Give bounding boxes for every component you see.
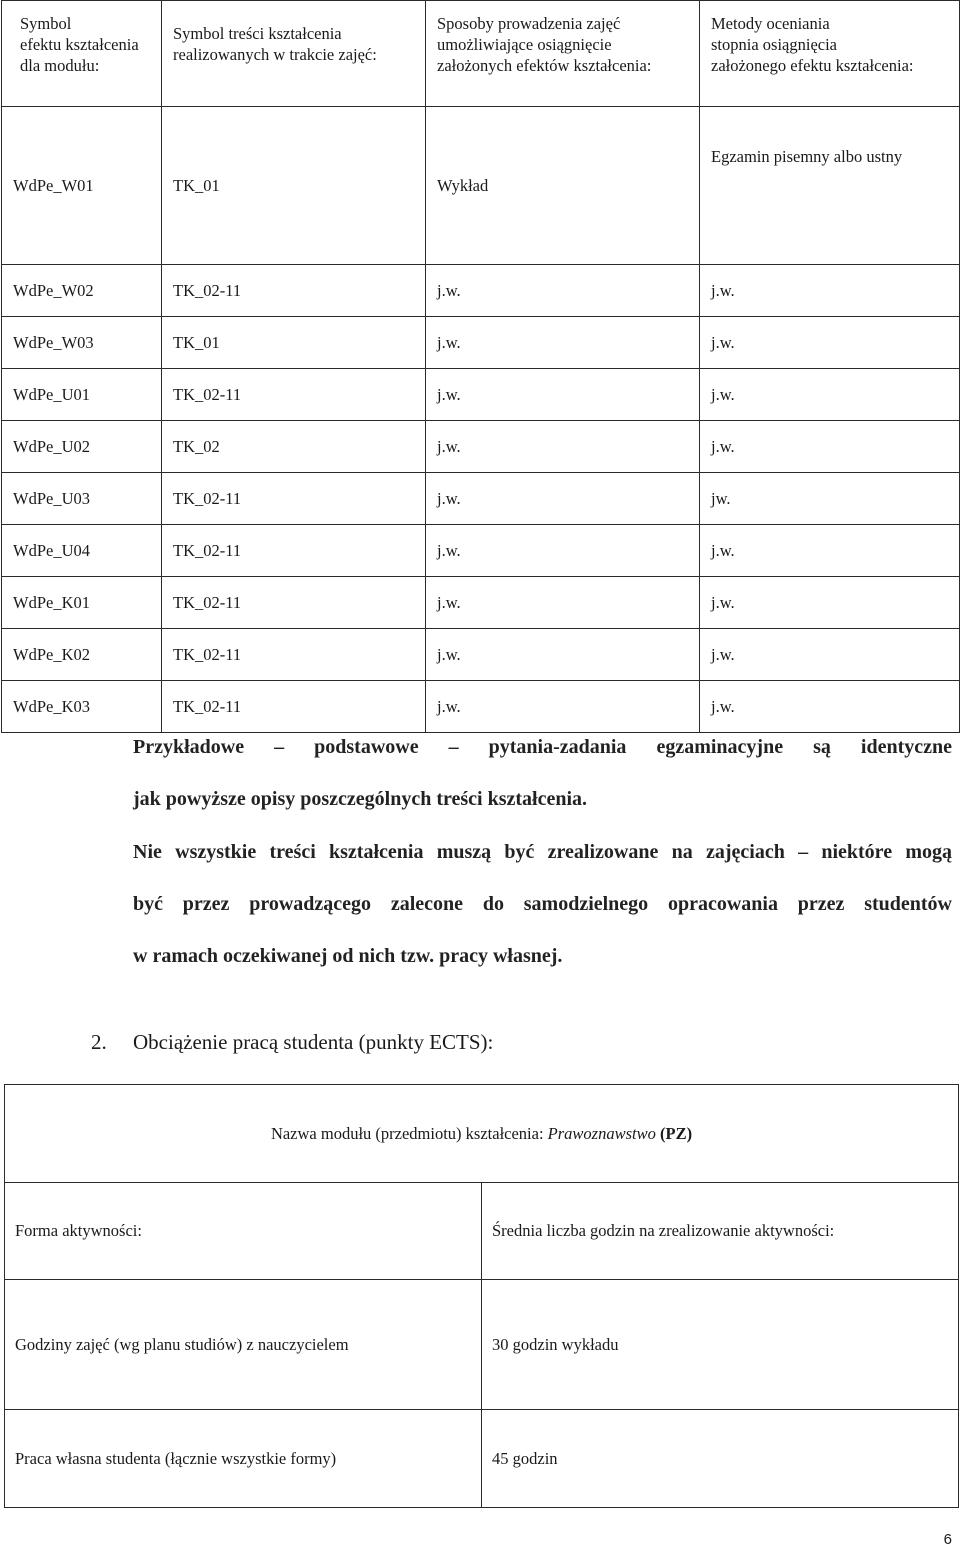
table-cell: WdPe_W02 <box>2 265 162 317</box>
note-line: Nie wszystkie treści kształcenia muszą być zrealizowane na zajęciach – niektóre mogą <box>133 841 952 863</box>
table-row <box>2 577 960 629</box>
table-row <box>5 1183 959 1280</box>
table-cell: WdPe_K02 <box>2 629 162 681</box>
table-cell: j.w. <box>700 317 960 369</box>
table-cell: Średnia liczba godzin na zrealizowanie aktywności: <box>482 1183 959 1280</box>
module-code: (PZ) <box>660 1123 693 1143</box>
table-cell: TK_02-11 <box>162 473 426 525</box>
module-name: Prawoznawstwo <box>547 1123 656 1143</box>
table-cell: jw. <box>700 473 960 525</box>
section-number: 2. <box>91 1030 107 1054</box>
table-cell: WdPe_U04 <box>2 525 162 577</box>
section-heading <box>91 1030 493 1055</box>
table-row <box>2 525 960 577</box>
table-cell: WdPe_W01 <box>2 107 162 265</box>
table-cell: TK_02-11 <box>162 369 426 421</box>
table-cell: WdPe_W03 <box>2 317 162 369</box>
table-cell: j.w. <box>700 525 960 577</box>
table-cell: j.w. <box>700 681 960 733</box>
table-cell: Praca własna studenta (łącznie wszystkie formy) <box>5 1410 482 1508</box>
table-row <box>5 1085 959 1183</box>
table-cell: Wykład <box>426 107 700 265</box>
note-line: jak powyższe opisy poszczególnych treści kształcenia. <box>133 788 588 810</box>
table-header-row <box>2 1 960 107</box>
learning-outcomes-table <box>1 0 960 733</box>
exam-questions-note <box>133 721 952 825</box>
table-cell: j.w. <box>426 577 700 629</box>
table-cell: TK_02-11 <box>162 629 426 681</box>
table-cell: j.w. <box>426 525 700 577</box>
section-title: Obciążenie pracą studenta (punkty ECTS): <box>133 1030 494 1054</box>
table-cell: j.w. <box>700 421 960 473</box>
table-cell: WdPe_U02 <box>2 421 162 473</box>
table-cell: 45 godzin <box>482 1410 959 1508</box>
page-number: 6 <box>943 1531 952 1548</box>
table-cell: 30 godzin wykładu <box>482 1280 959 1410</box>
table-cell: j.w. <box>426 681 700 733</box>
table-row <box>2 629 960 681</box>
table-cell: TK_02-11 <box>162 577 426 629</box>
table-cell: TK_02 <box>162 421 426 473</box>
ects-workload-table <box>4 1084 959 1508</box>
header-cell: Metody oceniania stopnia osiągnięcia założonego efektu kształcenia: <box>700 1 960 107</box>
header-cell: Sposoby prowadzenia zajęć umożliwiające osiągnięcie założonych efektów kształcenia: <box>426 1 700 107</box>
table-cell: j.w. <box>426 421 700 473</box>
note-line: w ramach oczekiwanej od nich tzw. pracy własnej. <box>133 945 563 967</box>
table-cell: j.w. <box>700 265 960 317</box>
module-label: Nazwa modułu (przedmiotu) kształcenia: <box>270 1123 548 1143</box>
table-cell: j.w. <box>700 369 960 421</box>
table-cell: j.w. <box>700 629 960 681</box>
table-cell: TK_02-11 <box>162 525 426 577</box>
note-line: być przez prowadzącego zalecone do samodzielnego opracowania przez studentów <box>133 893 952 915</box>
table-cell: j.w. <box>426 473 700 525</box>
header-cell: Symbol treści kształcenia realizowanych w trakcie zajęć: <box>162 1 426 107</box>
table-cell: j.w. <box>426 317 700 369</box>
self-study-note <box>133 826 952 982</box>
table-row <box>2 317 960 369</box>
table-row <box>2 265 960 317</box>
table-row <box>2 421 960 473</box>
table-row <box>2 107 960 265</box>
table-cell: TK_01 <box>162 107 426 265</box>
table-row <box>2 473 960 525</box>
table-cell: j.w. <box>700 577 960 629</box>
table-row <box>2 369 960 421</box>
table-cell: Godziny zajęć (wg planu studiów) z nauczycielem <box>5 1280 482 1410</box>
table-row <box>5 1280 959 1410</box>
table-cell: j.w. <box>426 629 700 681</box>
table-cell: j.w. <box>426 265 700 317</box>
module-name-cell <box>5 1085 959 1183</box>
table-cell: TK_01 <box>162 317 426 369</box>
header-cell: Symbol efektu kształcenia dla modułu: <box>2 1 162 107</box>
table-cell: j.w. <box>426 369 700 421</box>
table-cell: TK_02-11 <box>162 265 426 317</box>
table-cell: WdPe_K01 <box>2 577 162 629</box>
table-cell: WdPe_K03 <box>2 681 162 733</box>
table-cell: WdPe_U03 <box>2 473 162 525</box>
note-line: Przykładowe – podstawowe – pytania-zadania egzaminacyjne są identyczne <box>133 736 952 758</box>
table-row <box>5 1410 959 1508</box>
table-cell: Egzamin pisemny albo ustny <box>700 107 960 265</box>
table-cell: Forma aktywności: <box>5 1183 482 1280</box>
table-cell: WdPe_U01 <box>2 369 162 421</box>
table-cell: TK_02-11 <box>162 681 426 733</box>
